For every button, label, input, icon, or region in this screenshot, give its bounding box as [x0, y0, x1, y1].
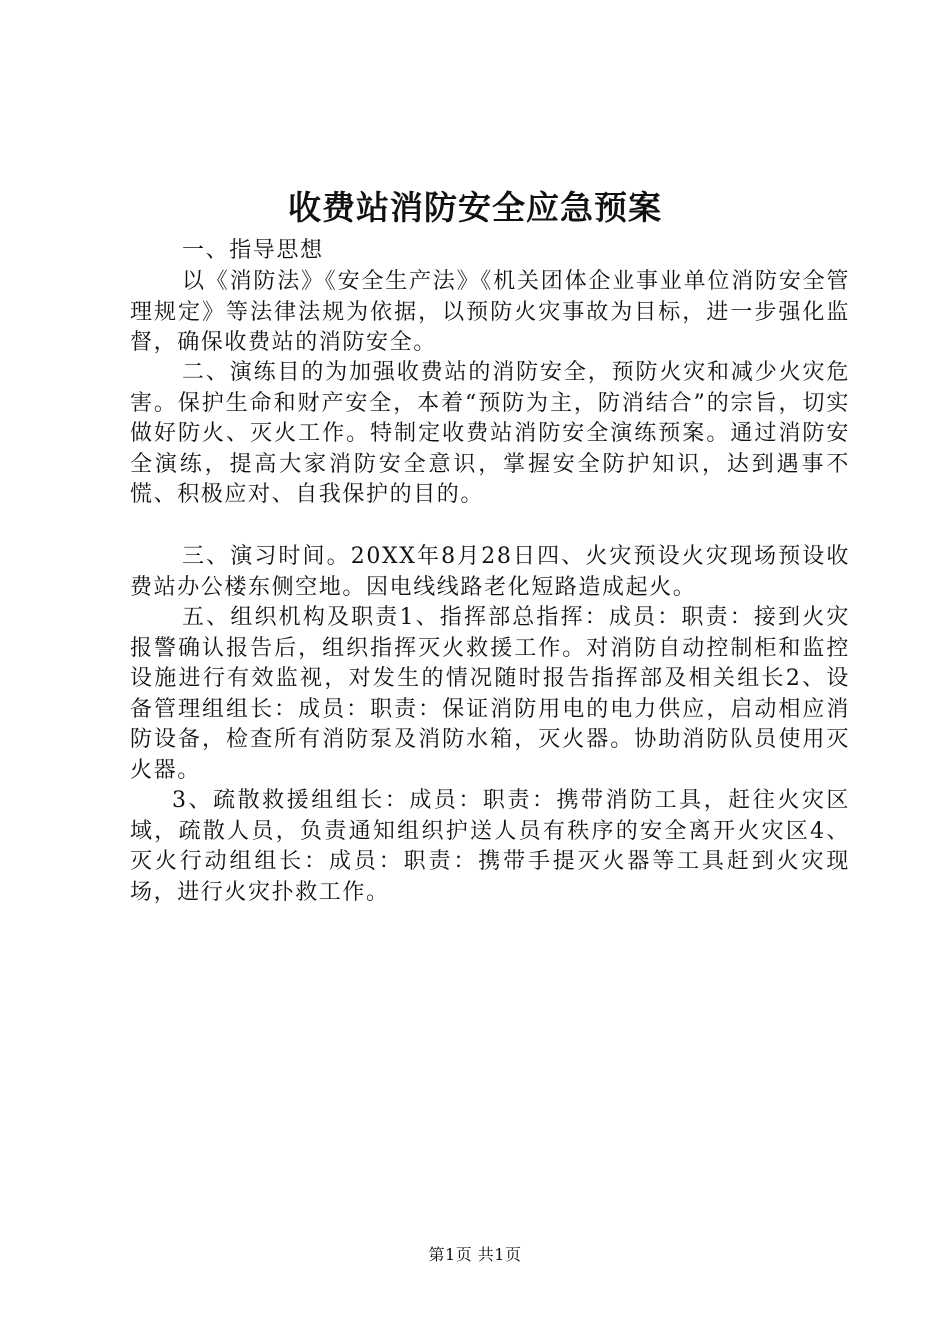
document-title: 收费站消防安全应急预案 [288, 188, 662, 227]
page-footer: 第1页 共1页 [428, 1245, 522, 1264]
paragraph-drill-time-scenario: 三、演习时间。20XX年8月28日四、火灾预设火灾现场预设收费站办公楼东侧空地。因电线线路老化短路造成起火。 [130, 544, 850, 600]
paragraph-legal-basis: 以《消防法》《安全生产法》《机关团体企业事业单位消防安全管理规定》等法律法规为依据，以预防火灾事故为目标，进一步强化监督，确保收费站的消防安全。 [130, 269, 850, 355]
paragraph-drill-purpose: 二、演练目的为加强收费站的消防安全，预防火灾和减少火灾危害。保护生命和财产安全，本着“预防为主，防消结合”的宗旨，切实做好防火、灭火工作。特制定收费站消防安全演练预案。通过消防安全演练，提高大家消防安全意识，掌握安全防护知识，达到遇事不慌、积极应对、自我保护的目的。 [130, 360, 850, 507]
paragraph-organization-duties: 五、组织机构及职责1、指挥部总指挥：成员：职责：接到火灾报警确认报告后，组织指挥灭火救援工作。对消防自动控制柜和监控设施进行有效监视，对发生的情况随时报告指挥部及相关组长2、设备管理组组长：成员：职责：保证消防用电的电力供应，启动相应消防设备，检查所有消防泵及消防水箱，灭火器。协助消防队员使用灭火器。 [130, 605, 850, 783]
paragraph-evacuation-firefighting: 3、疏散救援组组长：成员：职责：携带消防工具，赶往火灾区域，疏散人员，负责通知组织护送人员有秩序的安全离开火灾区4、灭火行动组组长：成员：职责：携带手提灭火器等工具赶到火灾现场，进行火灾扑救工作。 [130, 788, 850, 905]
section-heading-guiding-ideology: 一、指导思想 [182, 238, 324, 263]
